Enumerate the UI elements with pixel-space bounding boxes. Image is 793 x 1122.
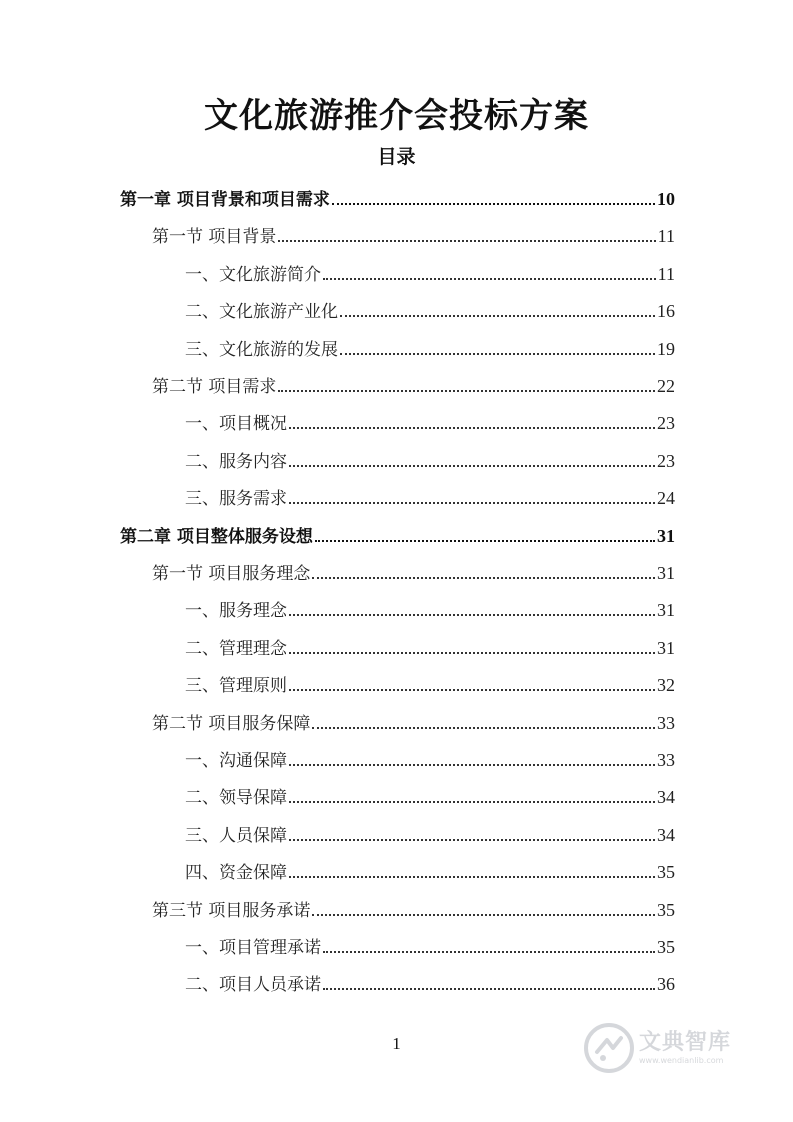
toc-dot-leader <box>289 427 655 429</box>
toc-dot-leader <box>278 390 655 392</box>
toc-dot-leader <box>323 951 655 953</box>
toc-entry[interactable] <box>185 483 675 509</box>
watermark <box>583 1020 753 1076</box>
toc-dot-leader <box>312 577 655 579</box>
toc-entry[interactable] <box>185 857 675 883</box>
toc-dot-leader <box>323 278 656 280</box>
toc-dot-leader <box>315 540 655 542</box>
toc-dot-leader <box>312 914 655 916</box>
toc-entry[interactable] <box>185 670 675 696</box>
toc-dot-leader <box>289 876 655 878</box>
toc-entry[interactable] <box>185 969 675 995</box>
toc-entry-label: 一、文化旅游简介 <box>185 265 321 285</box>
toc-entry-page: 31 <box>657 526 675 546</box>
watermark-name: 文典智库 <box>639 1029 732 1055</box>
toc-entry[interactable] <box>185 633 675 659</box>
toc-entry-page: 35 <box>657 900 675 920</box>
toc-entry-label: 一、项目概况 <box>185 414 287 434</box>
toc-entry-page: 34 <box>657 787 675 807</box>
toc-heading: 目录 <box>377 146 416 168</box>
toc-entry-page: 23 <box>657 451 675 471</box>
toc-entry-label: 三、文化旅游的发展 <box>185 340 338 360</box>
toc-entry-page: 33 <box>657 750 675 770</box>
toc-entry[interactable] <box>185 745 675 771</box>
toc-dot-leader <box>332 203 655 205</box>
toc-dot-leader <box>289 801 655 803</box>
toc-entry-label: 第一章 项目背景和项目需求 <box>120 190 330 210</box>
toc-entry-label: 二、项目人员承诺 <box>185 975 321 995</box>
toc-entry-label: 二、领导保障 <box>185 788 287 808</box>
document-title: 文化旅游推介会投标方案 <box>204 96 589 136</box>
toc-entry-page: 31 <box>657 563 675 583</box>
toc-dot-leader <box>289 689 655 691</box>
toc-entry-page: 22 <box>657 376 675 396</box>
toc-entry-page: 23 <box>657 413 675 433</box>
toc-entry-page: 35 <box>657 862 675 882</box>
toc-entry[interactable] <box>152 221 675 247</box>
toc-entry-page: 31 <box>657 638 675 658</box>
toc-entry-label: 第二节 项目需求 <box>152 377 277 397</box>
toc-entry-label: 一、项目管理承诺 <box>185 938 321 958</box>
toc-entry-label: 四、资金保障 <box>185 863 287 883</box>
toc-entry-label: 三、人员保障 <box>185 826 287 846</box>
toc-entry[interactable] <box>120 521 675 547</box>
toc-dot-leader <box>278 240 655 242</box>
toc-entry-page: 24 <box>657 488 675 508</box>
toc-dot-leader <box>289 465 655 467</box>
toc-entry[interactable] <box>185 932 675 958</box>
toc-dot-leader <box>289 614 655 616</box>
toc-dot-leader <box>289 764 655 766</box>
toc-entry[interactable] <box>185 259 675 285</box>
toc-entry-page: 33 <box>657 713 675 733</box>
toc-entry-label: 二、服务内容 <box>185 452 287 472</box>
toc-entry-label: 一、沟通保障 <box>185 751 287 771</box>
toc-entry-label: 第一节 项目背景 <box>152 227 277 247</box>
toc-entry[interactable] <box>185 446 675 472</box>
toc-entry[interactable] <box>185 408 675 434</box>
toc-entry[interactable] <box>185 296 675 322</box>
toc-entry-label: 二、管理理念 <box>185 639 287 659</box>
toc-entry[interactable] <box>152 708 675 734</box>
toc-entry-label: 第二节 项目服务保障 <box>152 714 311 734</box>
toc-dot-leader <box>289 502 655 504</box>
toc-entry[interactable] <box>185 820 675 846</box>
toc-entry-page: 10 <box>657 189 675 209</box>
toc-entry-page: 16 <box>657 301 675 321</box>
toc-entry-page: 11 <box>657 226 675 246</box>
toc-entry[interactable] <box>120 184 675 210</box>
toc-entry[interactable] <box>152 895 675 921</box>
toc-entry-page: 36 <box>657 974 675 994</box>
toc-entry[interactable] <box>185 595 675 621</box>
toc-entry-page: 35 <box>657 937 675 957</box>
toc-entry-page: 19 <box>657 339 675 359</box>
toc-entry-label: 第一节 项目服务理念 <box>152 564 311 584</box>
toc-entry-label: 第三节 项目服务承诺 <box>152 901 311 921</box>
toc-entry[interactable] <box>152 371 675 397</box>
toc-entry-page: 34 <box>657 825 675 845</box>
toc-dot-leader <box>323 988 655 990</box>
toc-dot-leader <box>289 839 655 841</box>
toc-entry-label: 三、管理原则 <box>185 676 287 696</box>
toc-entry-page: 31 <box>657 600 675 620</box>
toc-dot-leader <box>340 315 655 317</box>
toc-entry-page: 32 <box>657 675 675 695</box>
toc-dot-leader <box>289 652 655 654</box>
toc-entry-page: 11 <box>657 264 675 284</box>
toc-entry[interactable] <box>185 782 675 808</box>
toc-entry-label: 一、服务理念 <box>185 601 287 621</box>
toc-entry-label: 第二章 项目整体服务设想 <box>120 527 313 547</box>
page-number: 1 <box>392 1034 401 1053</box>
toc-entry[interactable] <box>152 558 675 584</box>
toc-entry-label: 三、服务需求 <box>185 489 287 509</box>
toc-entry-label: 二、文化旅游产业化 <box>185 302 338 322</box>
toc-dot-leader <box>340 353 655 355</box>
toc-entry[interactable] <box>185 334 675 360</box>
watermark-url: www.wendianlib.com <box>639 1055 724 1065</box>
watermark-logo-icon <box>583 1022 635 1074</box>
toc-dot-leader <box>312 727 655 729</box>
